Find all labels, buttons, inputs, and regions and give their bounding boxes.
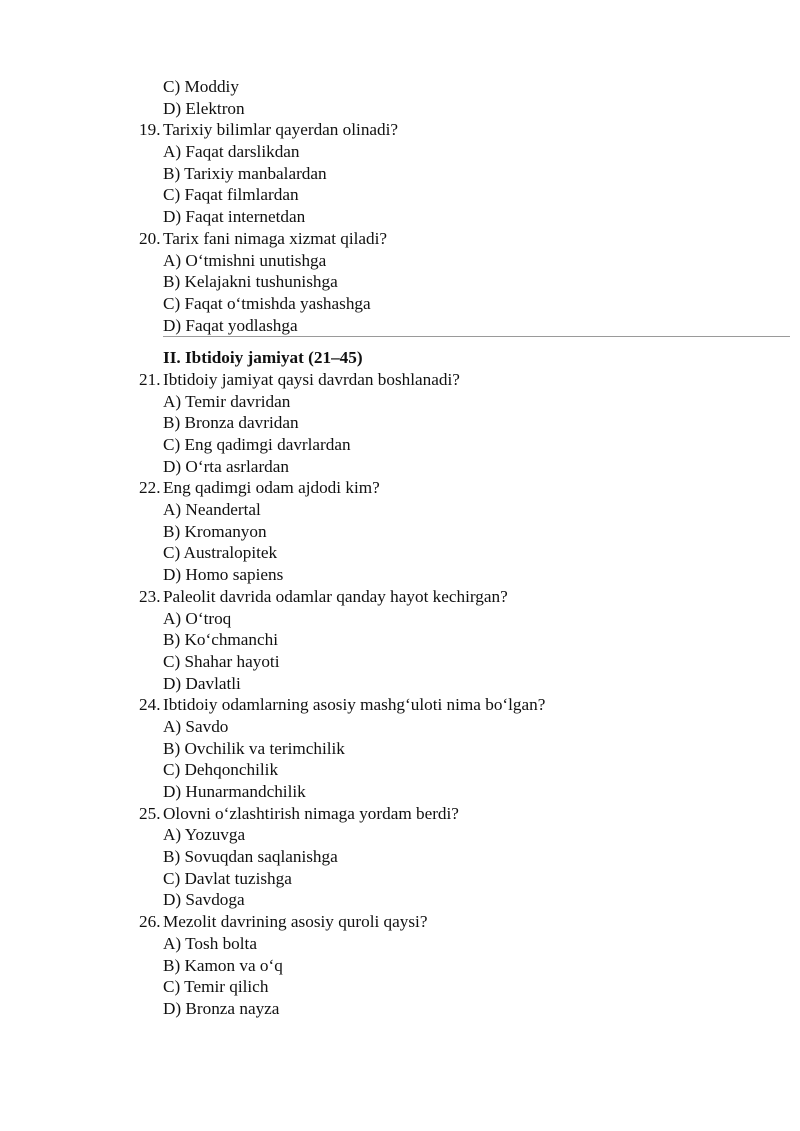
question-number: 22.: [139, 478, 161, 498]
answer-option: D) Faqat internetdan: [163, 207, 306, 227]
answer-option: B) Bronza davridan: [163, 413, 299, 433]
answer-option: A) O‘troq: [163, 608, 232, 628]
question-26: [0, 911, 800, 933]
answer-option: C) Temir qilich: [163, 977, 269, 997]
answer-option: B) Kamon va o‘q: [163, 955, 283, 975]
question-number: 21.: [139, 369, 161, 389]
answer-option: C) Eng qadimgi davrlardan: [163, 435, 351, 454]
answer-option: C) Dehqonchilik: [163, 760, 279, 780]
answer-option: A) Faqat darslikdan: [163, 142, 300, 162]
section-title: II. Ibtidoiy jamiyat (21–45): [163, 348, 363, 368]
answer-option: C) Faqat o‘tmishda yashashga: [163, 293, 371, 313]
answer-option: A) O‘tmishni unutishga: [163, 250, 327, 270]
question-text: Paleolit davrida odamlar qanday hayot kechirgan?: [163, 586, 508, 606]
answer-option: D) O‘rta asrlardan: [163, 456, 289, 476]
question-number: 19.: [139, 120, 161, 140]
answer-option: A) Yozuvga: [163, 825, 246, 845]
answer-option: D) Homo sapiens: [163, 565, 284, 585]
answer-option: C) Australopitek: [163, 543, 278, 563]
answer-option: B) Tarixiy manbalardan: [163, 163, 327, 183]
answer-option: C) Davlat tuzishga: [163, 868, 292, 888]
question-number: 23.: [139, 586, 161, 606]
question-text: Eng qadimgi odam ajdodi kim?: [163, 478, 380, 498]
question-number: 20.: [139, 228, 161, 248]
question-text: Mezolit davrining asosiy quroli qaysi?: [163, 912, 428, 932]
answer-option: D) Davlatli: [163, 673, 241, 693]
question-21: [0, 369, 800, 391]
answer-option: D) Hunarmandchilik: [163, 782, 306, 801]
question-19: [0, 119, 800, 141]
question-text: Ibtidoiy odamlarning asosiy mashg‘uloti nima bo‘lgan?: [163, 695, 546, 715]
answer-option: B) Ovchilik va terimchilik: [163, 738, 345, 758]
question-text: Tarixiy bilimlar qayerdan olinadi?: [163, 120, 399, 140]
spacer: [0, 336, 800, 347]
question-text: Ibtidoiy jamiyat qaysi davrdan boshlanadi?: [163, 369, 460, 389]
answer-option: A) Temir davridan: [163, 391, 291, 411]
answer-option: B) Sovuqdan saqlanishga: [163, 847, 338, 867]
question-text: Olovni o‘zlashtirish nimaga yordam berdi?: [163, 803, 459, 823]
answer-option: A) Tosh bolta: [163, 933, 257, 953]
question-22: [0, 477, 800, 499]
answer-option: B) Kelajakni tushunishga: [163, 272, 338, 292]
question-20: [0, 228, 800, 250]
question-23: [0, 586, 800, 608]
answer-option: A) Savdo: [163, 716, 229, 736]
question-number: 24.: [139, 695, 161, 715]
answer-option: D) Savdoga: [163, 890, 245, 910]
answer-option: D) Bronza nayza: [163, 998, 280, 1018]
section-divider: [163, 336, 790, 337]
answer-option: B) Ko‘chmanchi: [163, 630, 279, 650]
answer-option: C) Moddiy: [163, 77, 239, 96]
answer-option: B) Kromanyon: [163, 521, 267, 541]
answer-option: D) Elektron: [163, 98, 245, 118]
question-number: 26.: [139, 912, 161, 932]
question-number: 25.: [139, 803, 161, 823]
question-24: [0, 694, 800, 716]
document-page: [0, 76, 800, 1020]
question-text: Tarix fani nimaga xizmat qiladi?: [163, 228, 388, 248]
question-25: [0, 803, 800, 825]
answer-option: C) Shahar hayoti: [163, 651, 280, 671]
answer-option: C) Faqat filmlardan: [163, 185, 299, 205]
answer-option: A) Neandertal: [163, 500, 261, 520]
answer-option: D) Faqat yodlashga: [163, 315, 298, 335]
